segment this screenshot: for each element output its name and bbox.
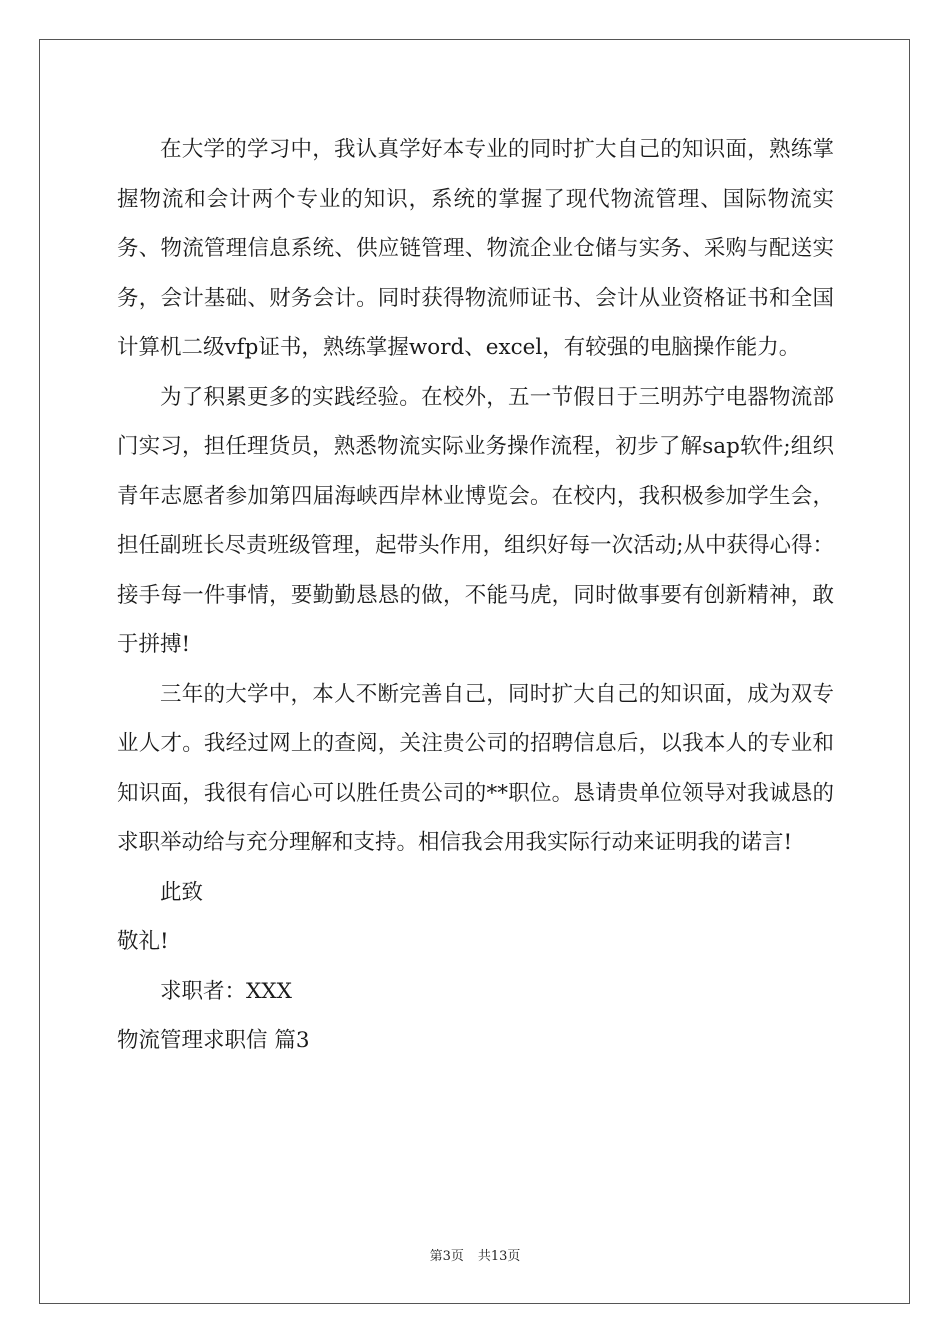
salutation: 敬礼! bbox=[117, 929, 169, 954]
page-number: 第3页 bbox=[429, 1249, 464, 1264]
paragraph-education: 在大学的学习中，我认真学好本专业的同时扩大自己的知识面，熟练掌握物流和会计两个专业的知识，系统的掌握了现代物流管理、国际物流实务、物流管理信息系统、供应链管理、物流企业仓储与实务、采购与配送实务，会计基础、财务会计。同时获得物流师证书、会计从业资格证书和全国计算机二级vfp证书，熟练掌握word、excel，有较强的电脑操作能力。 bbox=[117, 137, 834, 360]
paragraph-application: 三年的大学中，本人不断完善自己，同时扩大自己的知识面，成为双专业人才。我经过网上的查阅，关注贵公司的招聘信息后，以我本人的专业和知识面，我很有信心可以胜任贵公司的**职位。恳请贵单位领导对我诚恳的求职举动给与充分理解和支持。相信我会用我实际行动来证明我的诺言! bbox=[117, 681, 834, 855]
letter-body bbox=[117, 125, 834, 1066]
page-total: 共13页 bbox=[477, 1249, 521, 1264]
page-footer bbox=[0, 1247, 950, 1267]
closing-greeting: 此致 bbox=[160, 879, 204, 905]
next-section-title: 物流管理求职信 篇3 bbox=[117, 1028, 310, 1053]
paragraph-experience: 为了积累更多的实践经验。在校外，五一节假日于三明苏宁电器物流部门实习，担任理货员，熟悉物流实际业务操作流程，初步了解sap软件;组织青年志愿者参加第四届海峡西岸林业博览会。在校内，我积极参加学生会，担任副班长尽责班级管理，起带头作用，组织好每一次活动;从中获得心得：接手每一件事情，要勤勤恳恳的做，不能马虎，同时做事要有创新精神，敢于拼搏! bbox=[117, 384, 834, 657]
signature: 求职者：XXX bbox=[160, 978, 292, 1004]
